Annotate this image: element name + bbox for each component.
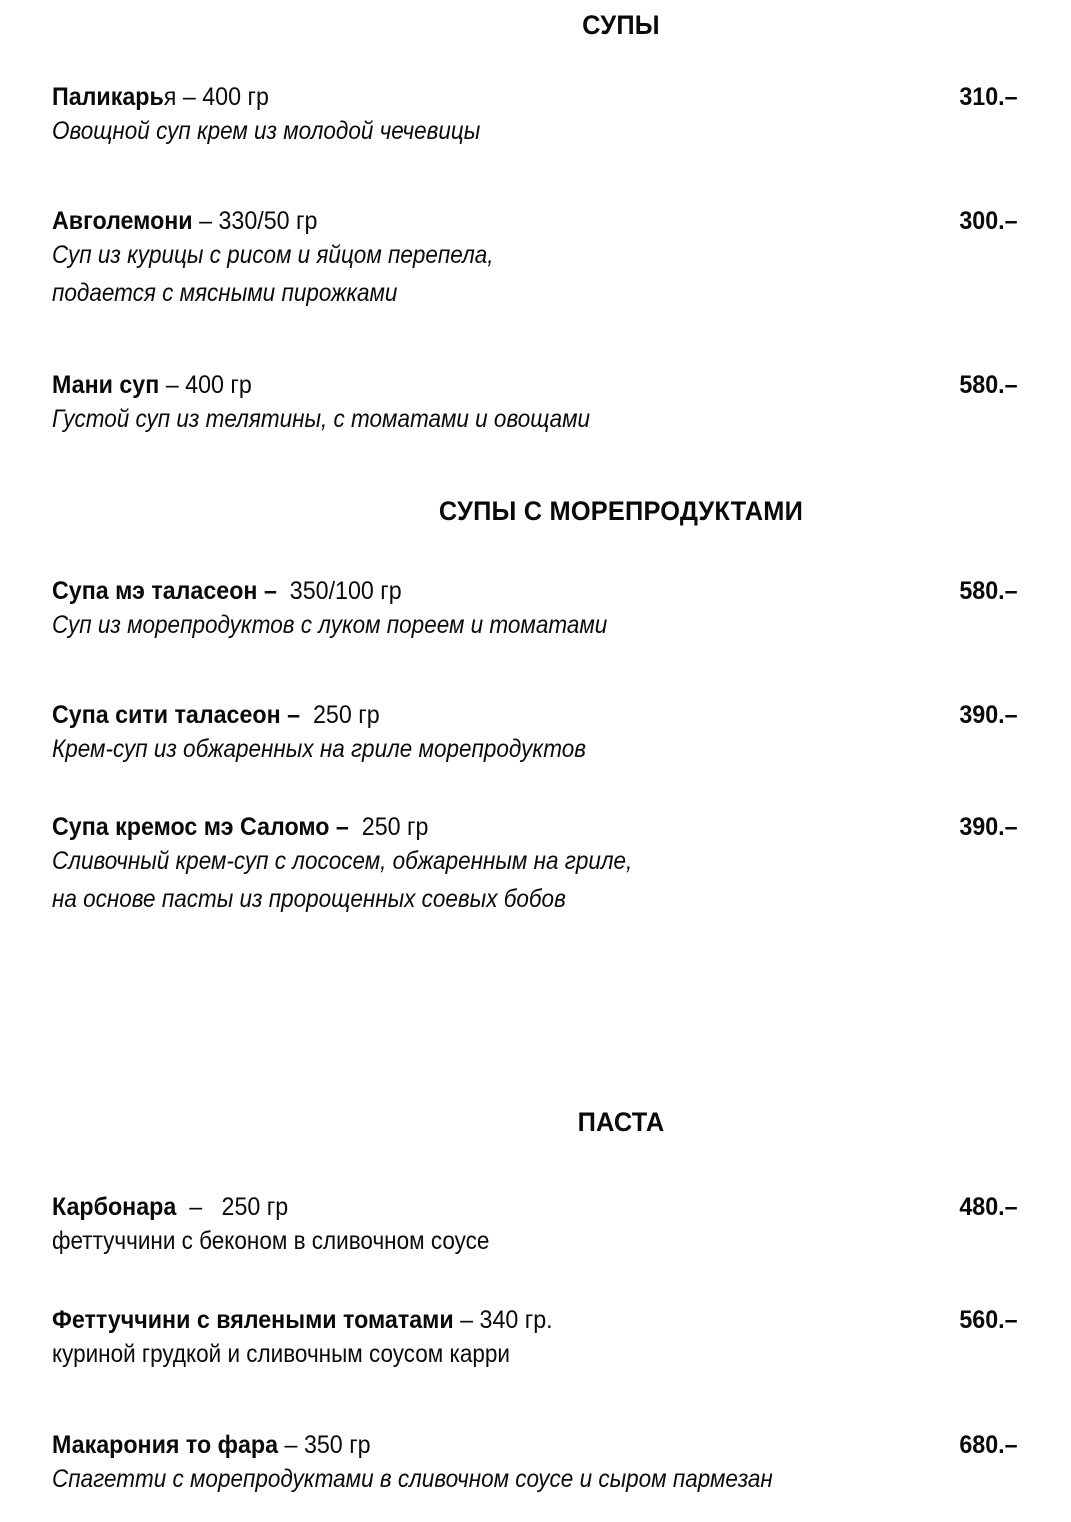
menu-item-price: 680.– bbox=[959, 1431, 1018, 1459]
menu-item-dash: – bbox=[263, 577, 277, 605]
menu-item-price: 580.– bbox=[959, 371, 1018, 399]
menu-item-title-row bbox=[52, 82, 1018, 112]
menu-item-weight: 340 гр. bbox=[479, 1306, 553, 1334]
menu-item-title bbox=[52, 370, 252, 400]
menu-item-title bbox=[52, 1192, 288, 1222]
menu-item bbox=[52, 700, 1018, 768]
menu-item-dash: – bbox=[182, 1193, 209, 1221]
menu-item-weight: 350 гр bbox=[303, 1431, 371, 1459]
menu-item-title-row bbox=[52, 206, 1018, 236]
menu-item bbox=[52, 370, 1018, 438]
menu-item-description-line: Суп из курицы с рисом и яйцом перепела, bbox=[52, 241, 494, 269]
menu-item-name: Паликарь bbox=[52, 83, 164, 111]
menu-item-price: 580.– bbox=[959, 577, 1018, 605]
menu-item-weight: 250 гр bbox=[306, 701, 380, 729]
menu-item-weight: 330/50 гр bbox=[218, 207, 318, 235]
menu-item-name: Супа мэ таласеон bbox=[52, 577, 258, 605]
menu-item-name: Авголемони bbox=[52, 207, 193, 235]
menu-item-dash: – bbox=[199, 207, 213, 235]
menu-item-dash: – bbox=[182, 83, 196, 111]
menu-item-description-line: Суп из морепродуктов с луком пореем и томатами bbox=[52, 611, 608, 639]
menu-item-title-row bbox=[52, 1305, 1018, 1335]
menu-item-description-line: куриной грудкой и сливочным соусом карри bbox=[52, 1340, 510, 1368]
menu-item bbox=[52, 206, 1018, 312]
menu-item-title bbox=[52, 700, 380, 730]
menu-item-weight: 400 гр bbox=[185, 371, 252, 399]
menu-item-weight: 350/100 гр bbox=[283, 577, 402, 605]
menu-item-name: Феттуччини с вялеными томатами bbox=[52, 1306, 454, 1334]
menu-item-dash: – bbox=[165, 371, 179, 399]
menu-item-title bbox=[52, 1430, 371, 1460]
menu-item-title-row bbox=[52, 576, 1018, 606]
menu-item-title bbox=[52, 82, 269, 112]
menu-item-description-line: феттуччини с беконом в сливочном соусе bbox=[52, 1227, 490, 1255]
section-header-seafood-soups: СУПЫ С МОРЕПРОДУКТАМИ bbox=[438, 496, 804, 526]
menu-item-price: 390.– bbox=[959, 701, 1018, 729]
menu-item-name: Супа сити таласеон bbox=[52, 701, 281, 729]
menu-item-description-line: Густой суп из телятины, с томатами и овощами bbox=[52, 405, 591, 433]
menu-item-title-row bbox=[52, 700, 1018, 730]
menu-item bbox=[52, 1430, 1018, 1498]
menu-item-description-line: подается с мясными пирожками bbox=[52, 279, 398, 307]
menu-item-price: 300.– bbox=[959, 207, 1018, 235]
section-header-soups: СУПЫ bbox=[582, 10, 660, 40]
menu-item-description-line: Крем-суп из обжаренных на гриле морепродуктов bbox=[52, 735, 586, 763]
menu-item bbox=[52, 576, 1018, 644]
menu-item-title-row bbox=[52, 370, 1018, 400]
menu-item-weight: 250 гр bbox=[215, 1193, 289, 1221]
menu-item-dash: – bbox=[284, 1431, 298, 1459]
menu-item-title-row bbox=[52, 1192, 1018, 1222]
menu-item bbox=[52, 812, 1018, 918]
menu-item-weight: 250 гр bbox=[355, 813, 429, 841]
menu-item-description-line: Спагетти с морепродуктами в сливочном соусе и сыром пармезан bbox=[52, 1465, 773, 1493]
menu-item-name: Мани суп bbox=[52, 371, 160, 399]
menu-item-description-line: на основе пасты из пророщенных соевых бобов bbox=[52, 885, 566, 913]
menu-item bbox=[52, 1192, 1018, 1260]
section-header-pasta: ПАСТА bbox=[577, 1107, 665, 1137]
menu-item-title-row bbox=[52, 1430, 1018, 1460]
menu-item-name: Карбонара bbox=[52, 1193, 177, 1221]
menu-item-title bbox=[52, 576, 402, 606]
menu-item-name: Супа кремос мэ Саломо bbox=[52, 813, 330, 841]
menu-item-price: 310.– bbox=[959, 83, 1018, 111]
menu-item-title bbox=[52, 812, 428, 842]
menu-item-weight: 400 гр bbox=[202, 83, 269, 111]
menu-item-price: 390.– bbox=[959, 813, 1018, 841]
menu-item-price: 560.– bbox=[959, 1306, 1018, 1334]
menu-item-name: Макарония то фара bbox=[52, 1431, 279, 1459]
menu-item-title bbox=[52, 1305, 553, 1335]
menu-item-description-line: Сливочный крем-суп с лососем, обжаренным на гриле, bbox=[52, 847, 633, 875]
menu-item bbox=[52, 1305, 1018, 1373]
menu-item-description-line: Овощной суп крем из молодой чечевицы bbox=[52, 117, 481, 145]
menu-item-title bbox=[52, 206, 317, 236]
menu-item-dash: – bbox=[287, 701, 301, 729]
menu-item-dash: – bbox=[460, 1306, 474, 1334]
menu-item-price: 480.– bbox=[959, 1193, 1018, 1221]
menu-item-title-row bbox=[52, 812, 1018, 842]
menu-item-dash: – bbox=[335, 813, 349, 841]
menu-item bbox=[52, 82, 1018, 150]
menu-item-name-tail: я bbox=[163, 83, 177, 111]
